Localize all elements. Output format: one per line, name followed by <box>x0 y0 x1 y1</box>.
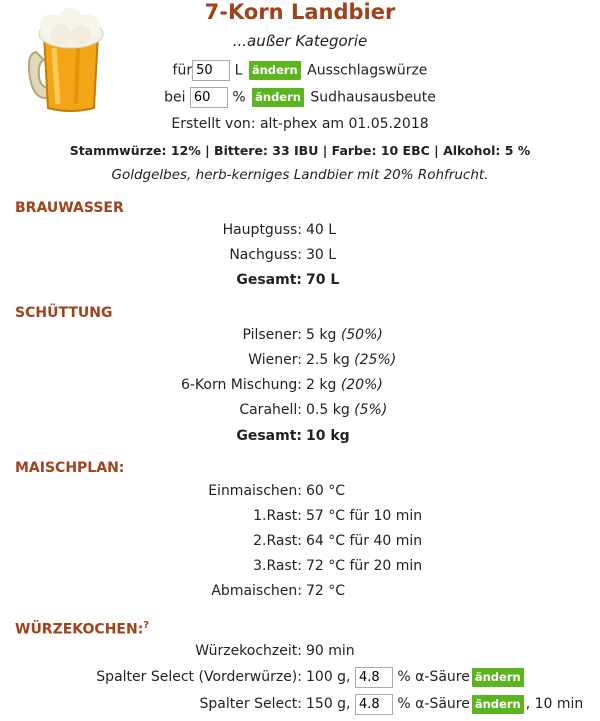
yield-unit: % <box>232 89 246 106</box>
alpha-input[interactable] <box>355 667 393 688</box>
row-label: Abmaischen: <box>211 583 302 599</box>
hop-row <box>0 693 600 715</box>
row-label: Nachguss: <box>229 247 302 263</box>
section-maischplan: MAISCHPLAN: <box>15 460 125 476</box>
row-label: Gesamt: <box>236 428 302 444</box>
yield-prefix: bei <box>164 89 186 106</box>
table-row <box>0 530 600 552</box>
recipe-description: Goldgelbes, herb-kerniges Landbier mit 20% Rohfrucht. <box>111 167 489 183</box>
table-row <box>0 580 600 602</box>
row-percent: (50%) <box>340 327 383 343</box>
row-value: 64 °C für 40 min <box>306 533 423 549</box>
recipe-category: ...außer Kategorie <box>232 32 368 50</box>
volume-change-button[interactable]: ändern <box>249 61 301 80</box>
row-value: 0.5 kg (5%) <box>306 402 388 418</box>
hop-name: Spalter Select (Vorderwürze): <box>96 669 302 685</box>
row-value: 2 kg (20%) <box>306 377 383 393</box>
yield-change-button[interactable]: ändern <box>252 88 304 107</box>
section-schuettung: SCHÜTTUNG <box>15 305 113 321</box>
row-value: 60 °C <box>306 483 346 499</box>
alpha-change-button[interactable]: ändern <box>472 668 524 687</box>
volume-row <box>0 60 600 81</box>
row-label: Würzekochzeit: <box>195 643 302 659</box>
hop-row <box>0 666 600 688</box>
row-value: 30 L <box>306 247 337 263</box>
table-row <box>0 219 600 241</box>
section-wuerzekochen: WÜRZEKOCHEN:? <box>15 620 150 638</box>
row-percent: (5%) <box>354 402 388 418</box>
alpha-change-button[interactable]: ändern <box>472 695 524 714</box>
recipe-author: Erstellt von: alt-phex am 01.05.2018 <box>171 116 429 132</box>
hop-name: Spalter Select: <box>199 696 302 712</box>
row-label: Carahell: <box>239 402 302 418</box>
row-value: 5 kg (50%) <box>306 327 383 343</box>
row-label: 6-Korn Mischung: <box>180 377 302 393</box>
row-label: 3.Rast: <box>253 558 302 574</box>
volume-input[interactable] <box>192 60 230 81</box>
row-label: Hauptguss: <box>222 222 302 238</box>
table-row-total <box>0 425 600 447</box>
row-label: Gesamt: <box>236 272 302 288</box>
volume-unit: L <box>234 62 243 79</box>
volume-prefix: für <box>172 62 193 79</box>
row-percent: (25%) <box>354 352 397 368</box>
table-row <box>0 555 600 577</box>
yield-label: Sudhausausbeute <box>310 89 436 106</box>
recipe-specs: Stammwürze: 12% | Bittere: 33 IBU | Farbe: 10 EBC | Alkohol: 5 % <box>69 143 531 158</box>
table-row <box>0 505 600 527</box>
yield-row <box>0 87 600 108</box>
table-row <box>0 324 600 346</box>
table-row <box>0 480 600 502</box>
table-row <box>0 349 600 371</box>
table-row <box>0 399 600 421</box>
row-label: Wiener: <box>248 352 302 368</box>
recipe-header <box>0 0 600 190</box>
row-value: 90 min <box>306 643 355 659</box>
row-label: 1.Rast: <box>253 508 302 524</box>
hop-value: 100 g, 4.8 % α-Säure ändern <box>306 666 526 688</box>
row-value: 72 °C <box>306 583 346 599</box>
row-value: 10 kg <box>306 428 350 444</box>
row-value: 70 L <box>306 272 340 288</box>
table-row <box>0 640 600 662</box>
row-percent: (20%) <box>340 377 383 393</box>
table-row <box>0 374 600 396</box>
yield-input[interactable] <box>190 87 228 108</box>
recipe-title: 7-Korn Landbier <box>204 0 396 24</box>
row-label: Pilsener: <box>242 327 302 343</box>
volume-label: Ausschlagswürze <box>307 62 428 79</box>
table-row <box>0 244 600 266</box>
table-row-total <box>0 269 600 291</box>
row-value: 72 °C für 20 min <box>306 558 423 574</box>
row-value: 2.5 kg (25%) <box>306 352 397 368</box>
row-value: 57 °C für 10 min <box>306 508 423 524</box>
row-label: 2.Rast: <box>253 533 302 549</box>
row-value: 40 L <box>306 222 337 238</box>
section-brauwasser: BRAUWASSER <box>15 200 124 216</box>
help-link[interactable]: ? <box>143 620 150 631</box>
alpha-input[interactable] <box>355 694 393 715</box>
row-label: Einmaischen: <box>208 483 302 499</box>
hop-value: 150 g, 4.8 % α-Säure ändern , 10 min <box>306 693 583 715</box>
